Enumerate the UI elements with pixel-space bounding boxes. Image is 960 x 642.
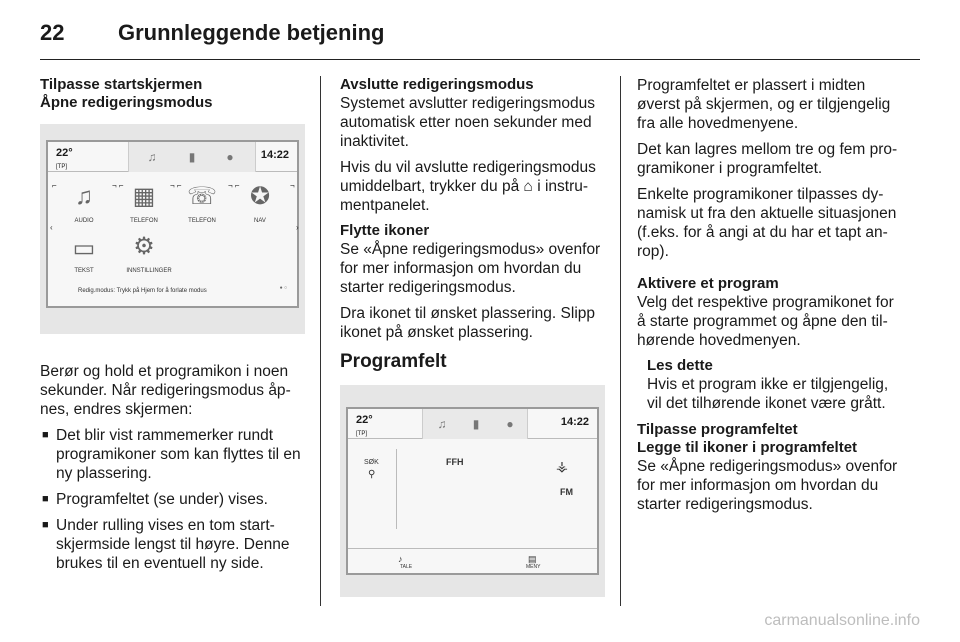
music-note-icon: ♫ <box>147 150 157 164</box>
temperature: 22° <box>56 147 73 159</box>
antenna-icon: ⚶ <box>556 458 568 474</box>
paragraph: Enkelte programikoner tilpasses dynamisk ut fra den aktuelle situasjonen (f.eks. for å angi at du har et tapt anrop). <box>637 186 897 260</box>
station-name: FFH <box>446 457 464 467</box>
note-title: Les dette <box>647 357 713 374</box>
band-label: FM <box>560 487 573 497</box>
home-icon: ⌂ <box>523 178 533 195</box>
app-label: TELEFON <box>188 218 216 224</box>
app-label: AUDIO <box>74 218 94 224</box>
menu-label[interactable]: MENY <box>526 564 541 570</box>
heading-add-icons: Legge til ikoner i programfeltet <box>637 439 858 456</box>
home-screen-figure <box>40 124 305 334</box>
voice-label[interactable]: TALE <box>400 564 413 570</box>
status-bar <box>348 409 597 439</box>
phone-icon[interactable]: ☏ <box>186 183 217 210</box>
divider <box>396 449 397 529</box>
paragraph: Berør og hold et programikon i noen sekunder. Når redigeringsmodus åpnes, endres skjermen: <box>40 363 291 418</box>
column-1 <box>40 76 305 580</box>
paragraph: Systemet avslutter redigeringsmodus automatisk etter noen sekunder med inaktivitet. <box>340 95 596 150</box>
scroll-right-icon[interactable]: › <box>296 223 299 232</box>
paragraph: Dra ikonet til ønsket plassering. Slipp ikonet på ønsket plassering. <box>340 305 596 341</box>
heading-open-edit-mode: Åpne redigeringsmodus <box>40 94 213 111</box>
column-divider <box>320 76 321 606</box>
list-item: ■ Det blir vist rammemerker rundt programikoner som kan flyttes til en ny plassering. <box>40 426 305 483</box>
watermark: carmanualsonline.info <box>764 612 920 629</box>
tp-indicator: [TP] <box>356 431 368 437</box>
heading-customize-appbar: Tilpasse programfeltet <box>637 421 798 438</box>
phone-icon[interactable]: ▮ <box>472 417 480 431</box>
paragraph <box>340 158 605 215</box>
bullet-list <box>40 426 305 573</box>
search-icon[interactable]: ⚲ <box>368 469 376 480</box>
section-title: Programfelt <box>340 351 447 372</box>
paragraph: Velg det respektive programikonet for å starte programmet og åpne den tilhørende hovedmenyen. <box>637 294 894 349</box>
paragraph: Det kan lagres mellom tre og fem programikoner i programfeltet. <box>637 141 898 177</box>
frame-mark: ⌐ <box>52 181 57 190</box>
status-bar <box>48 142 297 172</box>
clock: 14:22 <box>260 149 289 161</box>
app-label: NAV <box>254 218 266 224</box>
gear-icon[interactable]: ⚙ <box>133 233 155 260</box>
paragraph-part: i instrumentpanelet. <box>340 178 589 214</box>
heading-customize-home: Tilpasse startskjermen <box>40 76 203 93</box>
music-note-icon[interactable]: ♫ <box>75 183 93 210</box>
scroll-left-icon[interactable]: ‹ <box>50 223 53 232</box>
paragraph: Programfeltet er plassert i midten øverst på skjermen, og er tilgjengelig fra alle hovedmenyene. <box>637 77 891 132</box>
note-box <box>637 357 905 413</box>
search-label[interactable]: SØK <box>364 459 379 466</box>
frame-mark: ¬ ⌐ <box>170 181 182 190</box>
divider <box>348 548 597 549</box>
radio-screen-figure <box>340 385 605 597</box>
page-header <box>40 14 920 60</box>
radio-screen <box>346 407 599 575</box>
note-text: Hvis et program ikke er tilgjengelig, vil det tilhørende ikonet være grått. <box>647 376 889 412</box>
page-number: 22 <box>40 20 65 45</box>
app-label: TEKST <box>74 268 94 274</box>
home-screen <box>46 140 299 308</box>
list-item: ■ Programfeltet (se under) vises. <box>40 490 305 509</box>
music-note-icon[interactable]: ♫ <box>437 417 447 431</box>
info-icon[interactable]: ● <box>506 417 514 431</box>
page-title: Grunnleggende betjening <box>118 20 385 45</box>
paragraph: Se «Åpne redigeringsmodus» ovenfor for mer informasjon om hvordan du starter redigeringsmodus. <box>637 458 898 513</box>
heading-activate-app: Aktivere et program <box>637 275 779 292</box>
frame-mark: ¬ <box>290 181 295 190</box>
app-label: TELEFON <box>130 218 158 224</box>
page-indicator: ● ○ <box>279 285 287 291</box>
phone-icon[interactable]: ▦ <box>132 183 156 210</box>
app-tray <box>128 142 256 172</box>
heading-move-icons: Flytte ikoner <box>340 222 430 239</box>
paragraph: Se «Åpne redigeringsmodus» ovenfor for mer informasjon om hvordan du starter redigeringsmodus. <box>340 241 601 296</box>
compass-icon[interactable]: ✪ <box>249 183 271 210</box>
column-3 <box>637 76 905 521</box>
temperature: 22° <box>356 414 373 426</box>
paragraph-part: Hvis du vil avslutte redigeringsmodus umiddelbart, trykker du på <box>340 159 596 195</box>
frame-mark: ¬ ⌐ <box>112 181 124 190</box>
tp-indicator: [TP] <box>56 164 68 170</box>
phone-icon: ▮ <box>188 150 196 164</box>
menu-icon[interactable]: ▤ <box>528 554 537 564</box>
column-divider <box>620 76 621 606</box>
clock: 14:22 <box>560 416 589 428</box>
column-2 <box>340 76 605 625</box>
app-tray <box>422 409 528 439</box>
edit-mode-hint: Redig.modus: Trykk på Hjem for å forlate modus <box>78 288 207 294</box>
text-icon[interactable]: ▭ <box>72 235 96 262</box>
frame-mark: ¬ ⌐ <box>228 181 240 190</box>
microphone-icon[interactable]: ♪ <box>398 554 403 564</box>
heading-exit-edit-mode: Avslutte redigeringsmodus <box>340 76 534 93</box>
list-item: ■ Under rulling vises en tom startskjermside lengst til høyre. Denne brukes til en eventuell ny side. <box>40 516 305 573</box>
info-icon: ● <box>226 150 234 164</box>
app-label: INNSTILLINGER <box>126 268 172 274</box>
